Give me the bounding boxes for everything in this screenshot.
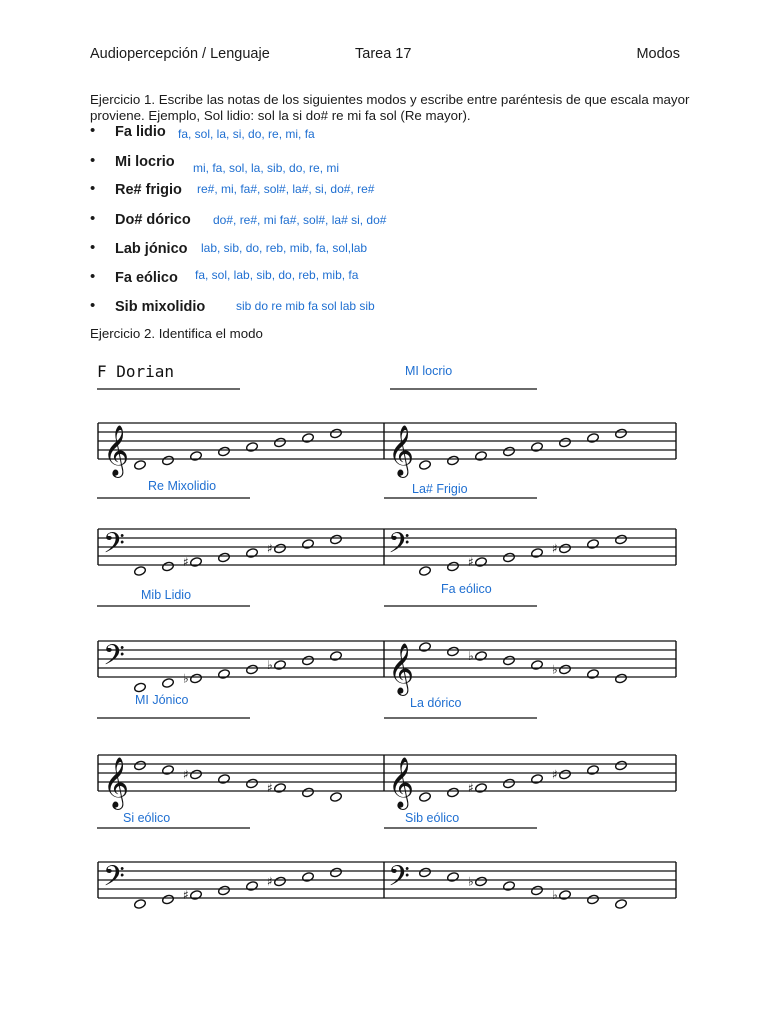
bullet-icon: • <box>90 180 96 197</box>
exercise2-instructions: Ejercicio 2. Identifica el modo <box>90 326 263 341</box>
note-head-icon <box>330 792 343 803</box>
note-head-icon <box>302 539 315 550</box>
note-head-icon <box>246 664 259 675</box>
mode-label: Do# dórico <box>115 212 191 228</box>
note-head-icon <box>587 433 600 444</box>
bullet-icon: • <box>90 268 96 285</box>
bass-clef-icon: 𝄢 <box>103 860 125 900</box>
note-head-icon <box>330 428 343 439</box>
note-head-icon <box>475 651 488 662</box>
bullet-icon: • <box>90 210 96 227</box>
answer-label: Sib eólico <box>405 811 460 825</box>
note-head-icon <box>615 673 628 684</box>
note-head-icon <box>447 455 460 466</box>
note-head-icon <box>330 867 343 878</box>
note-head-icon <box>246 881 259 892</box>
note-head-icon <box>134 460 147 471</box>
note-head-icon <box>419 642 432 653</box>
note-head-icon <box>246 548 259 559</box>
note-head-icon <box>615 899 628 910</box>
treble-clef-icon: 𝄞 <box>388 425 415 476</box>
note-head-icon <box>503 446 516 457</box>
mode-answer: re#, mi, fa#, sol#, la#, si, do#, re# <box>197 182 375 196</box>
note-head-icon <box>218 446 231 457</box>
note-head-icon <box>447 561 460 572</box>
mode-answer: fa, sol, lab, sib, do, reb, mib, fa <box>195 268 359 282</box>
note-head-icon <box>274 876 287 887</box>
sharp-icon: ♯ <box>552 767 558 782</box>
note-head-icon <box>302 787 315 798</box>
note-head-icon <box>475 783 488 794</box>
exercise1-instructions: Ejercicio 1. Escribe las notas de los siguientes modos y escribe entre paréntesis de que escala mayor proviene. Ejemplo, Sol lidio: sol la si do# re mi fa sol (Re mayor). <box>90 92 690 123</box>
mode-answer: lab, sib, do, reb, mib, fa, sol,lab <box>201 241 368 255</box>
note-head-icon <box>162 455 175 466</box>
note-head-icon <box>190 557 203 568</box>
mode-answer: mi, fa, sol, la, sib, do, re, mi <box>193 161 340 175</box>
note-head-icon <box>190 673 203 684</box>
note-head-icon <box>134 899 147 910</box>
note-head-icon <box>419 566 432 577</box>
note-head-icon <box>190 451 203 462</box>
answer-label: Si eólico <box>123 811 171 825</box>
note-head-icon <box>302 433 315 444</box>
note-head-icon <box>274 660 287 671</box>
note-head-icon <box>559 543 572 554</box>
note-head-icon <box>475 557 488 568</box>
note-head-icon <box>615 760 628 771</box>
mode-answer: fa, sol, la, si, do, re, mi, fa <box>178 127 315 141</box>
answer-label: MI Jónico <box>135 693 189 707</box>
answer-label: MI locrio <box>405 364 453 378</box>
flat-icon: ♭ <box>468 649 474 663</box>
flat-icon: ♭ <box>267 658 273 672</box>
note-head-icon <box>134 682 147 693</box>
note-head-icon <box>615 534 628 545</box>
note-head-icon <box>531 660 544 671</box>
task-number: Tarea 17 <box>355 46 412 62</box>
sharp-icon: ♯ <box>267 781 273 795</box>
bullet-icon: • <box>90 239 96 256</box>
bass-clef-icon: 𝄢 <box>103 527 125 567</box>
note-head-icon <box>190 890 203 901</box>
mode-label: Fa lidio <box>115 124 166 140</box>
note-head-icon <box>274 437 287 448</box>
note-head-icon <box>503 881 516 892</box>
note-head-icon <box>190 769 203 780</box>
mode-label: Sib mixolidio <box>115 299 206 315</box>
flat-icon: ♭ <box>552 888 558 902</box>
answer-label: La dórico <box>410 696 462 710</box>
note-head-icon <box>587 894 600 905</box>
note-head-icon <box>531 442 544 453</box>
note-head-icon <box>246 442 259 453</box>
sharp-icon: ♯ <box>267 541 273 556</box>
sharp-icon: ♯ <box>468 555 474 569</box>
treble-clef-icon: 𝄞 <box>388 643 415 694</box>
note-head-icon <box>559 437 572 448</box>
note-head-icon <box>218 885 231 896</box>
note-head-icon <box>587 539 600 550</box>
sharp-icon: ♯ <box>552 541 558 556</box>
note-head-icon <box>246 778 259 789</box>
bass-clef-icon: 𝄢 <box>103 639 125 679</box>
treble-clef-icon: 𝄞 <box>388 757 415 808</box>
answer-label: Fa eólico <box>441 582 492 596</box>
note-head-icon <box>503 778 516 789</box>
mode-label: Re# frigio <box>115 182 182 198</box>
note-head-icon <box>419 460 432 471</box>
note-head-icon <box>218 552 231 563</box>
note-head-icon <box>475 876 488 887</box>
note-head-icon <box>559 890 572 901</box>
treble-clef-icon: 𝄞 <box>103 757 130 808</box>
note-head-icon <box>475 451 488 462</box>
note-head-icon <box>302 655 315 666</box>
bullet-icon: • <box>90 152 96 169</box>
note-head-icon <box>419 792 432 803</box>
note-head-icon <box>274 543 287 554</box>
note-head-icon <box>162 765 175 776</box>
flat-icon: ♭ <box>183 671 189 686</box>
flat-icon: ♭ <box>468 874 474 889</box>
note-head-icon <box>330 534 343 545</box>
topic-title: Modos <box>636 46 680 62</box>
note-head-icon <box>162 678 175 689</box>
note-head-icon <box>218 774 231 785</box>
bass-clef-icon: 𝄢 <box>388 860 410 900</box>
note-head-icon <box>330 651 343 662</box>
note-head-icon <box>587 669 600 680</box>
sharp-icon: ♯ <box>183 555 189 569</box>
mode-answer: sib do re mib fa sol lab sib <box>236 299 375 313</box>
treble-clef-icon: 𝄞 <box>103 425 130 476</box>
course-title: Audiopercepción / Lenguaje <box>90 46 270 62</box>
answer-label: La# Frigio <box>412 482 468 496</box>
note-head-icon <box>503 655 516 666</box>
note-head-icon <box>447 787 460 798</box>
sharp-icon: ♯ <box>183 767 189 782</box>
note-head-icon <box>447 872 460 883</box>
mode-label: Fa eólico <box>115 270 178 286</box>
note-head-icon <box>162 561 175 572</box>
bullet-icon: • <box>90 297 96 314</box>
note-head-icon <box>134 760 147 771</box>
note-head-icon <box>218 669 231 680</box>
bass-clef-icon: 𝄢 <box>388 527 410 567</box>
note-head-icon <box>302 872 315 883</box>
answer-label: F Dorian <box>97 362 175 381</box>
answer-label: Mib Lidio <box>141 588 192 602</box>
mode-label: Lab jónico <box>115 241 188 257</box>
flat-icon: ♭ <box>552 662 558 677</box>
note-head-icon <box>503 552 516 563</box>
note-head-icon <box>531 885 544 896</box>
mode-answer: do#, re#, mi fa#, sol#, la# si, do# <box>213 213 387 227</box>
note-head-icon <box>134 566 147 577</box>
note-head-icon <box>447 646 460 657</box>
sharp-icon: ♯ <box>267 874 273 889</box>
bullet-icon: • <box>90 122 96 139</box>
note-head-icon <box>587 765 600 776</box>
mode-label: Mi locrio <box>115 154 175 170</box>
sharp-icon: ♯ <box>468 781 474 795</box>
note-head-icon <box>419 867 432 878</box>
sharp-icon: ♯ <box>183 888 189 902</box>
note-head-icon <box>274 783 287 794</box>
note-head-icon <box>559 769 572 780</box>
note-head-icon <box>531 548 544 559</box>
note-head-icon <box>531 774 544 785</box>
note-head-icon <box>162 894 175 905</box>
note-head-icon <box>615 428 628 439</box>
note-head-icon <box>559 664 572 675</box>
answer-label: Re Mixolidio <box>148 479 217 493</box>
